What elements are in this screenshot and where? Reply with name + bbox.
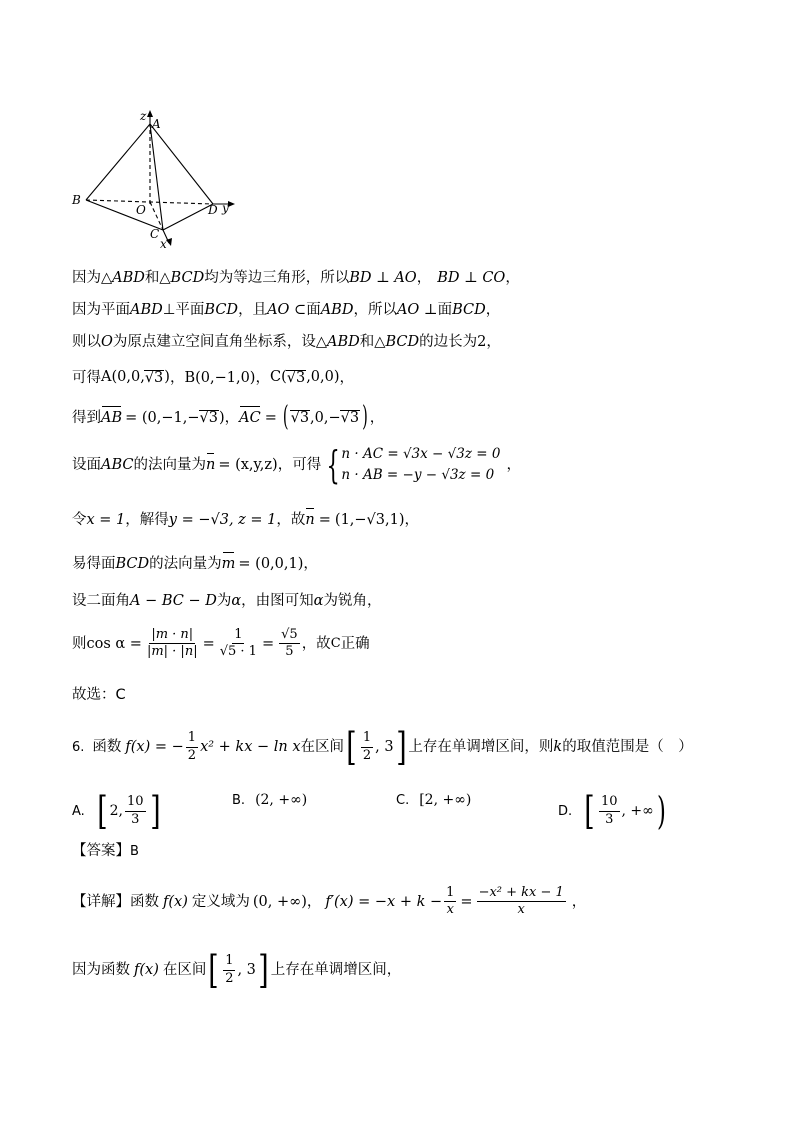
math: cos α =	[86, 635, 142, 652]
math: C(	[269, 369, 287, 385]
text: 为锐角，	[323, 593, 382, 609]
denominator: 5	[285, 644, 294, 660]
text: ，故	[276, 512, 306, 528]
math: )	[164, 369, 170, 385]
numerator: 1	[232, 628, 244, 644]
text: ，	[485, 302, 501, 318]
denominator: 2	[362, 747, 372, 763]
text: 正确	[340, 635, 370, 652]
label-b: B	[72, 193, 81, 207]
math: , 3	[237, 961, 256, 978]
question-6	[72, 725, 693, 769]
bracket-right: ]	[258, 948, 269, 992]
math: 2,	[109, 803, 123, 819]
fraction	[125, 795, 146, 827]
numerator: 1	[223, 954, 235, 970]
math: y = −√3, z = 1	[168, 512, 277, 528]
tetrahedron-figure	[68, 108, 268, 248]
sqrt: √3	[144, 370, 164, 386]
text: ，	[486, 334, 501, 350]
numerator: 10	[125, 795, 146, 811]
text: 为	[216, 593, 232, 609]
bracket-left: [	[97, 789, 108, 833]
text: 在区间	[300, 738, 345, 755]
math: α	[313, 593, 324, 609]
point-b: B(0,−1,0)	[184, 369, 256, 386]
fraction-result	[279, 628, 300, 660]
text: 因为	[72, 270, 101, 286]
point-c	[270, 370, 340, 386]
math: AO ⊂	[267, 302, 307, 318]
detail-label: 【详解】	[72, 893, 130, 910]
solution-line-8	[72, 557, 318, 572]
math: =	[460, 893, 473, 910]
text: ，	[224, 409, 240, 426]
vector-n: n	[206, 456, 216, 473]
math: =	[318, 512, 331, 528]
detail-line	[72, 886, 586, 918]
edge-cd	[163, 204, 213, 230]
math: AO ⊥	[396, 302, 438, 318]
text: ，	[369, 409, 385, 426]
numerator: 1	[186, 731, 198, 747]
denominator: x	[517, 902, 525, 918]
text: 上存在单调增区间，	[270, 961, 402, 978]
question-number: 6.	[72, 739, 85, 755]
denominator: 3	[605, 811, 614, 827]
math: ABD	[130, 302, 163, 318]
text: ，	[505, 270, 520, 286]
bracket-left: [	[208, 948, 219, 992]
text: 的取值范围是（ ）	[562, 738, 693, 755]
equation-system	[341, 444, 500, 486]
math: , 3	[375, 738, 394, 755]
math: △ABD	[315, 334, 360, 350]
math: C	[330, 636, 341, 652]
paren-right: )	[656, 789, 666, 833]
text: 在区间	[162, 961, 207, 978]
numerator: √5	[279, 628, 300, 644]
text: 设面	[72, 456, 101, 473]
fraction	[599, 795, 620, 827]
text: ，	[303, 556, 318, 572]
math-domain: (0, +∞)	[252, 893, 307, 910]
vector-m: m	[221, 556, 236, 572]
text: ，所以	[353, 302, 397, 318]
bracket-left: [	[346, 725, 357, 769]
text: ，且	[238, 302, 268, 318]
math: x² + kx − ln x	[200, 738, 301, 755]
sqrt: √3	[286, 370, 306, 386]
text: 可得	[72, 369, 101, 386]
denominator: 2	[187, 747, 197, 763]
math: = (x,y,z)	[218, 456, 278, 473]
fraction-derivative	[477, 886, 566, 918]
text: ，	[306, 893, 322, 910]
edge-ad	[150, 124, 213, 204]
text: ，	[416, 270, 432, 286]
fraction-interval	[361, 731, 373, 763]
option-letter: D.	[558, 803, 573, 819]
text: ，解得	[125, 512, 169, 528]
label-o: O	[136, 203, 146, 217]
text: 则以	[72, 334, 101, 350]
sqrt: √3	[199, 410, 218, 426]
math: A − BC − D	[130, 593, 217, 609]
math: △BCD	[374, 334, 420, 350]
solution-conclusion: 故选：C	[72, 687, 126, 703]
sqrt: √3	[340, 410, 360, 426]
answer-line	[72, 844, 139, 859]
fraction-cos	[147, 628, 198, 660]
math: BCD	[204, 302, 239, 318]
text: ，故	[301, 635, 331, 652]
text: ，	[169, 369, 185, 386]
math-triangle-abd: △ABD	[101, 270, 145, 286]
vector-n: n	[305, 512, 315, 528]
text: 的法向量为	[133, 456, 206, 473]
vector-ab: AB	[101, 409, 123, 426]
vector-ac: AC	[239, 409, 261, 426]
math: f(x) = −	[125, 738, 184, 755]
label-c: C	[150, 227, 160, 241]
text: ，	[339, 369, 355, 386]
numerator: 10	[599, 795, 620, 811]
text: 均为等边三角形，所以	[204, 270, 350, 286]
reasoning-line	[72, 948, 402, 992]
option-letter: C.	[396, 792, 410, 808]
text: ，	[404, 512, 420, 528]
option-c[interactable]	[396, 792, 471, 808]
text: ⊥平面	[162, 302, 205, 318]
text: 令	[72, 512, 87, 528]
option-b[interactable]	[232, 792, 307, 808]
math: f(x)	[163, 893, 188, 910]
math-origin-o: O	[101, 334, 113, 350]
math: ,0,0)	[306, 369, 340, 385]
math-edge-length: 2	[477, 334, 487, 350]
solution-line-3	[72, 335, 501, 350]
point-a	[101, 370, 170, 386]
text: 因为平面	[72, 302, 130, 318]
text: 的边长为	[419, 334, 478, 350]
label-a: A	[152, 117, 161, 131]
denominator: √5 · 1	[219, 644, 257, 660]
math: )	[219, 409, 225, 426]
label-d: D	[208, 203, 218, 217]
math: , +∞	[621, 803, 654, 819]
text: ，	[506, 456, 521, 473]
denominator: x	[446, 902, 454, 918]
answer-value: B	[130, 843, 139, 859]
numerator: |m · n|	[149, 628, 195, 644]
math: x = 1	[86, 512, 126, 528]
math-triangle-bcd: △BCD	[159, 270, 205, 286]
edge-ab	[86, 124, 150, 200]
paren: )	[362, 402, 368, 433]
text: 和	[144, 270, 160, 286]
label-y: y	[222, 201, 229, 215]
text: 得到	[72, 409, 101, 426]
numerator: 1	[361, 731, 373, 747]
bracket-left: [	[584, 789, 595, 833]
math-vector-value: (1,−√3,1)	[334, 512, 405, 528]
text: 上存在单调增区间，则	[408, 738, 554, 755]
solution-line-9	[72, 594, 381, 609]
text: 面	[437, 302, 453, 318]
math: ,0,−	[310, 409, 341, 426]
text: 为原点建立空间直角坐标系，设	[112, 334, 316, 350]
text: 函数	[130, 893, 159, 910]
math: [2, +∞)	[419, 792, 472, 808]
paren: (	[282, 402, 289, 433]
math: =	[261, 635, 275, 652]
fraction-value	[220, 628, 257, 660]
label-z: z	[140, 109, 147, 123]
math: ABC	[101, 456, 134, 473]
text: 设二面角	[72, 593, 130, 609]
denominator: 2	[225, 970, 234, 986]
option-d[interactable]	[558, 789, 669, 833]
sqrt: √3	[290, 410, 310, 426]
math: = (0,0,1)	[238, 556, 304, 572]
text: 因为函数	[72, 961, 130, 978]
denominator: 3	[131, 811, 140, 827]
math: k	[553, 738, 563, 755]
math: A(0,0,	[101, 369, 145, 385]
math: =	[202, 635, 215, 652]
math-bd-perp-co: BD ⊥ CO	[437, 270, 506, 286]
bracket-right: ]	[395, 725, 407, 769]
math-derivative: f′(x) = −x + k −	[325, 893, 443, 910]
numerator: −x² + kx − 1	[477, 886, 566, 902]
solution-line-7	[72, 513, 419, 528]
text: 则	[72, 635, 87, 652]
solution-line-10	[72, 628, 370, 660]
solution-line-2	[72, 303, 500, 318]
solution-line-4	[72, 370, 354, 386]
text: 的法向量为	[149, 556, 222, 572]
answer-label: 【答案】	[72, 843, 130, 859]
bracket-right: ]	[149, 789, 161, 833]
left-brace: {	[326, 442, 340, 487]
math: α	[231, 593, 242, 609]
solution-line-5	[72, 402, 385, 433]
fraction-interval	[223, 954, 235, 986]
text: 和	[359, 334, 375, 350]
edge-ac	[150, 124, 163, 230]
math: BCD	[452, 302, 486, 318]
y-axis-arrowhead	[228, 201, 235, 207]
solution-line-6	[72, 444, 521, 486]
numerator: 1	[444, 886, 456, 902]
text: 定义域为	[191, 893, 250, 910]
option-a[interactable]	[72, 789, 162, 833]
math: BCD	[115, 556, 150, 572]
math: =	[264, 409, 277, 426]
text: ，	[571, 893, 587, 910]
math-bd-perp-ao: BD ⊥ AO	[349, 270, 417, 286]
math: f(x)	[134, 961, 159, 978]
text: ，可得	[277, 456, 322, 473]
fraction-1-over-x	[444, 886, 456, 918]
z-axis-arrowhead	[147, 110, 153, 117]
math: = (0,−1,−	[125, 409, 200, 426]
option-letter: A.	[72, 803, 85, 819]
equation-1: n · AC = √3x − √3z = 0	[341, 446, 501, 462]
option-letter: B.	[232, 792, 246, 808]
text: 易得面	[72, 556, 116, 572]
text: 面	[306, 302, 321, 318]
text: 函数	[92, 738, 122, 755]
equation-2: n · AB = −y − √3z = 0	[341, 466, 495, 483]
math: ABD	[320, 302, 354, 318]
denominator: |m| · |n|	[146, 644, 198, 660]
text: ，	[255, 369, 270, 386]
math: (2, +∞)	[255, 792, 308, 808]
fraction-half	[186, 731, 198, 763]
solution-line-1	[72, 271, 520, 286]
text: ，由图可知	[241, 593, 314, 609]
label-x: x	[160, 237, 167, 248]
